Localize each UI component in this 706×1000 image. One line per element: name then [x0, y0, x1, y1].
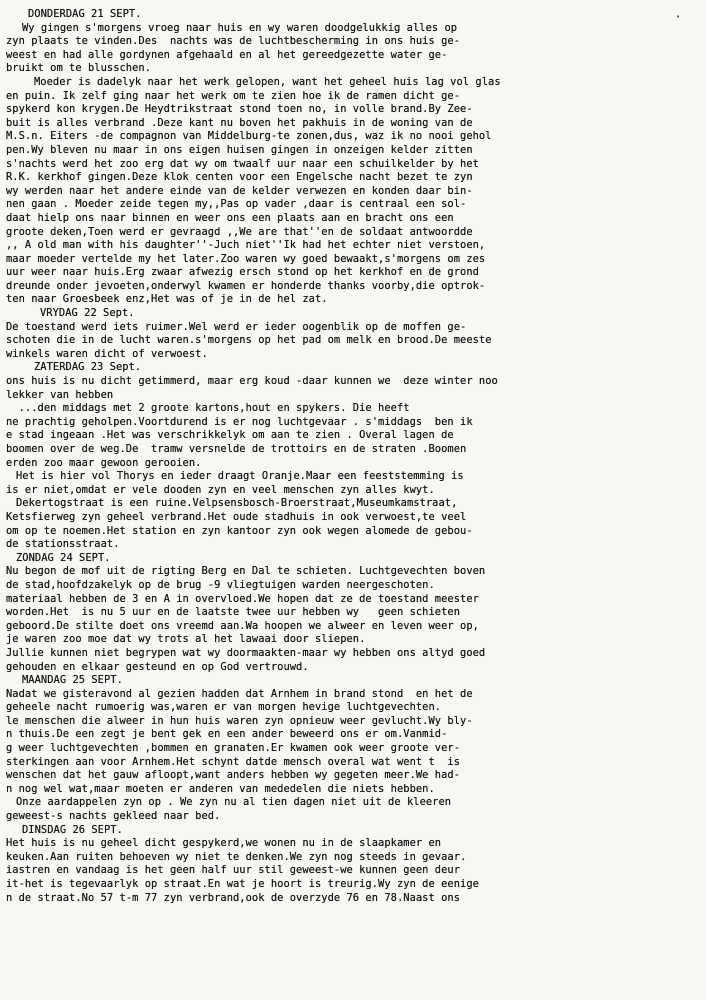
text-line: s'nachts werd het zoo erg dat wy om twaalf uur naar een schuilkelder by het [6, 157, 479, 170]
text-line: Dekertogstraat is een ruine.Velpsensbosch-Broerstraat,Museumkamstraat, [16, 497, 458, 510]
text-line: pen.Wy bleven nu maar in ons eigen huisen gingen in onzeigen kelder zitten [6, 143, 473, 156]
text-line: daat hielp ons naar binnen en weer ons een plaats aan en bracht ons een [6, 211, 454, 224]
text-line: n nog wel wat,maar moeten er anderen van mededelen die niets hebben. [6, 782, 435, 795]
text-line: Nadat we gisteravond al gezien hadden dat Arnhem in brand stond en het de [6, 687, 473, 700]
text-line: De toestand werd iets ruimer.Wel werd er ieder oogenblik op de moffen ge- [6, 320, 467, 333]
text-line: Nu begon de mof uit de rigting Berg en Dal te schieten. Luchtgevechten boven [6, 565, 486, 578]
text-line: worden.Het is nu 5 uur en de laatste twee uur hebben wy geen schieten [6, 606, 461, 619]
text-line: de stationsstraat. [6, 538, 120, 551]
text-line: ons huis is nu dicht getimmerd, maar erg koud -daar kunnen we deze winter noo [6, 375, 498, 388]
text-line: ZONDAG 24 SEPT. [16, 551, 111, 564]
text-line: geheele nacht rumoerig was,waren er van morgen hevige luchtgevechten. [6, 701, 442, 714]
text-line: VRYDAG 22 Sept. [40, 307, 135, 320]
corner-mark: · [674, 10, 682, 25]
text-line: Jullie kunnen niet begrypen wat wy doormaakten-maar wy hebben ons altyd goed [6, 646, 486, 659]
text-line: is er niet,omdat er vele dooden zyn en veel menschen zyn alles kwyt. [6, 483, 435, 496]
text-line: Onze aardappelen zyn op . We zyn nu al tien dagen niet uit de kleeren [16, 796, 452, 809]
text-line: MAANDAG 25 SEPT. [22, 674, 123, 687]
text-line: keuken.Aan ruiten behoeven wy niet te denken.We zyn nog steeds in gevaar. [6, 850, 467, 863]
text-line: g weer luchtgevechten ,bommen en granaten.Er kwamen ook weer groote ver- [6, 742, 461, 755]
text-line: DINSDAG 26 SEPT. [22, 823, 123, 836]
text-line: buit is alles verbrand .Deze kant nu boven het pakhuis in de woning van de [6, 116, 473, 129]
text-line: M.S.n. Eiters -de compagnon van Middelburg-te zonen,dus, waz ik no nooi gehol [6, 130, 492, 143]
text-line: nen gaan . Moeder zeide tegen my,,Pas op vader ,daar is centraal een sol- [6, 198, 467, 211]
text-line: erden zoo maar gewoon gerooien. [6, 456, 202, 469]
text-line: geboord.De stilte doet ons vreemd aan.Wa hoopen we alweer en leven weer op, [6, 619, 479, 632]
text-line: materiaal hebben de 3 en A in overvloed.We hopen dat ze de toestand meester [6, 592, 479, 605]
text-line: sterkingen aan voor Arnhem.Het schynt datde mensch overal wat went t is [6, 755, 461, 768]
text-line: dreunde onder jevoeten,onderwyl kwamen er honderde thanks voorby,die optrok- [6, 279, 486, 292]
text-line: bruikt om te blusschen. [6, 62, 152, 75]
text-line: ne prachtig geholpen.Voortdurend is er nog luchtgevaar . s'middags ben ik [6, 415, 473, 428]
text-line: je waren zoo moe dat wy trots al het lawaai door sliepen. [6, 633, 366, 646]
text-line: Het huis is nu geheel dicht gespykerd,we wonen nu in de slaapkamer en [6, 837, 442, 850]
text-line: gehouden en elkaar gesteund en op God vertrouwd. [6, 660, 309, 673]
text-line: n thuis.De een zegt je bent gek en een ander beweerd ons er om.Vanmid- [6, 728, 448, 741]
text-line: zyn plaats te vinden.Des nachts was de luchtbescherming in ons huis ge- [6, 35, 461, 48]
text-line: winkels waren dicht of verwoest. [6, 347, 208, 360]
text-line: om op te noemen.Het station en zyn kantoor zyn ook wegen alomede de gebou- [6, 524, 473, 537]
text-line: en puin. Ik zelf ging naar het werk om te zien hoe ik de ramen dicht ge- [6, 89, 461, 102]
text-line: ten naar Groesbeek enz,Het was of je in de hel zat. [6, 293, 328, 306]
text-line: weest en had alle gordynen afgehaald en al het gereedgezette water ge- [6, 48, 448, 61]
text-line: maar moeder vertelde my het later.Zoo waren wy goed bewaakt,s'morgens om zes [6, 252, 486, 265]
text-line: Het is hier vol Thorys en ieder draagt Oranje.Maar een feeststemming is [16, 470, 464, 483]
text-line: iastren en vandaag is het geen half uur stil geweest-we kunnen geen deur [6, 864, 461, 877]
text-line: geweest-s nachts gekleed naar bed. [6, 810, 221, 823]
text-line: R.K. kerkhof gingen.Deze klok centen voor een Engelsche nacht bezet te zyn [6, 171, 473, 184]
text-line: ZATERDAG 23 Sept. [34, 361, 142, 374]
text-line: spykerd kon krygen.De Heydtrikstraat stond toen no, in volle brand.By Zee- [6, 103, 473, 116]
text-line: Ketsfierweg zyn geheel verbrand.Het oude stadhuis in ook verwoest,te veel [6, 510, 467, 523]
text-line: lekker van hebben [6, 388, 114, 401]
text-line: le menschen die alweer in hun huis waren zyn opnieuw weer gevlucht.Wy bly- [6, 714, 473, 727]
text-line: groote deken,Toen werd er gevraagd ,,We are that''en de soldaat antwoordde [6, 225, 473, 238]
diary-text-block [0, 8, 696, 905]
text-line: uur weer naar huis.Erg zwaar afwezig ersch stond op het kerkhof en de grond [6, 266, 479, 279]
text-line: boomen over de weg.De tramw versnelde de trottoirs en de straten .Boomen [6, 443, 467, 455]
text-line: Wy gingen s'morgens vroeg naar huis en wy waren doodgelukkig alles op [22, 21, 458, 34]
text-line: DONDERDAG 21 SEPT. [28, 8, 142, 20]
text-line: wenschen dat het gauw afloopt,want anders hebben wy gegeten meer.We had- [6, 769, 461, 782]
text-line: Moeder is dadelyk naar het werk gelopen, want het geheel huis lag vol glas [34, 75, 501, 88]
text-line: n de straat.No 57 t-m 77 zyn verbrand,ook de overzyde 76 en 78.Naast ons [6, 891, 461, 904]
text-line: ,, A old man with his daughter''-Juch niet''Ik had het echter niet verstoen, [6, 239, 486, 252]
text-line: wy werden naar het andere einde van de kelder verwezen en konden daar bin- [6, 184, 473, 197]
text-line: schoten die in de lucht waren.s'morgens op het pad om melk en brood.De meeste [6, 334, 492, 347]
text-line: it-het is tegevaarlyk op straat.En wat je hoort is treurig.Wy zyn de eenige [6, 878, 479, 890]
text-line: ...den middags met 2 groote kartons,hout en spykers. Die heeft [6, 402, 410, 415]
text-line: e stad ingeaan .Het was verschrikkelyk om aan te zien . Overal lagen de [6, 429, 454, 442]
text-line: de stad,hoofdzakelyk op de brug -9 vliegtuigen warden neergeschoten. [6, 578, 435, 591]
